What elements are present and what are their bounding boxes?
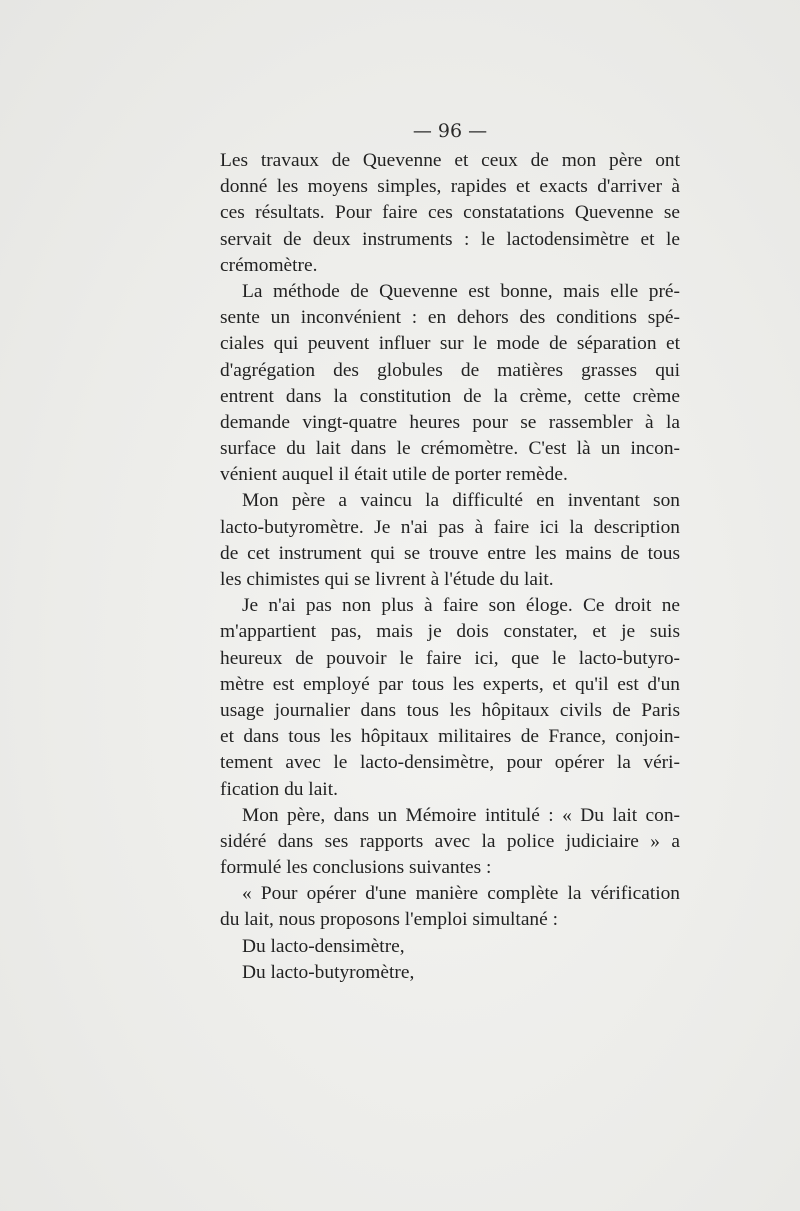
text-line: donné les moyens simples, rapides et exacts d'arriver à — [220, 176, 680, 198]
text-line: d'agrégation des globules de matières grasses qui — [220, 359, 680, 381]
page-number: — 96 — — [412, 120, 488, 142]
text-line: vénient auquel il était utile de porter remède. — [220, 464, 568, 486]
text-line: sente un inconvénient : en dehors des conditions spé- — [220, 307, 680, 329]
text-line: lacto-butyromètre. Je n'ai pas à faire ici la description — [220, 516, 680, 538]
text-line: de cet instrument qui se trouve entre les mains de tous — [220, 542, 680, 564]
text-line: fication du lait. — [220, 778, 338, 800]
text-line: Les travaux de Quevenne et ceux de mon père ont — [220, 150, 680, 171]
text-line: La méthode de Quevenne est bonne, mais elle pré- — [242, 280, 680, 302]
text-line: surface du lait dans le crémomètre. C'est là un incon- — [220, 438, 680, 460]
text-line: entrent dans la constitution de la crème, cette crème — [220, 385, 680, 407]
text-line: Je n'ai pas non plus à faire son éloge. Ce droit ne — [242, 595, 680, 617]
text-line: Mon père, dans un Mémoire intitulé : « Du lait con- — [242, 804, 680, 826]
text-line: usage journalier dans tous les hôpitaux civils de Paris — [220, 699, 680, 721]
text-line: du lait, nous proposons l'emploi simultané : — [220, 909, 558, 931]
body-text — [220, 148, 680, 986]
text-line: les chimistes qui se livrent à l'étude du lait. — [220, 569, 554, 590]
text-line: ciales qui peuvent influer sur le mode de séparation et — [220, 333, 680, 355]
text-line: et dans tous les hôpitaux militaires de France, conjoin- — [220, 726, 680, 748]
text-line: formulé les conclusions suivantes : — [220, 857, 492, 879]
text-line: crémomètre. — [220, 254, 318, 276]
text-line: tement avec le lacto-densimètre, pour opérer la véri- — [220, 752, 680, 774]
text-line: ces résultats. Pour faire ces constatations Quevenne se — [220, 202, 680, 224]
text-line: Du lacto-butyromètre, — [242, 961, 415, 983]
text-line: sidéré dans ses rapports avec la police judiciaire » a — [220, 830, 680, 852]
text-line: demande vingt-quatre heures pour se rassembler à la — [220, 411, 680, 433]
text-line: m'appartient pas, mais je dois constater, et je suis — [220, 621, 680, 643]
text-line: servait de deux instruments : le lactodensimètre et le — [220, 228, 680, 250]
text-line: Mon père a vaincu la difficulté en inventant son — [242, 490, 680, 512]
text-line: mètre est employé par tous les experts, et qu'il est d'un — [220, 673, 680, 695]
text-line: « Pour opérer d'une manière complète la vérification — [242, 883, 680, 905]
text-line: Du lacto-densimètre, — [242, 935, 405, 957]
text-line: heureux de pouvoir le faire ici, que le lacto-butyro- — [220, 647, 680, 669]
